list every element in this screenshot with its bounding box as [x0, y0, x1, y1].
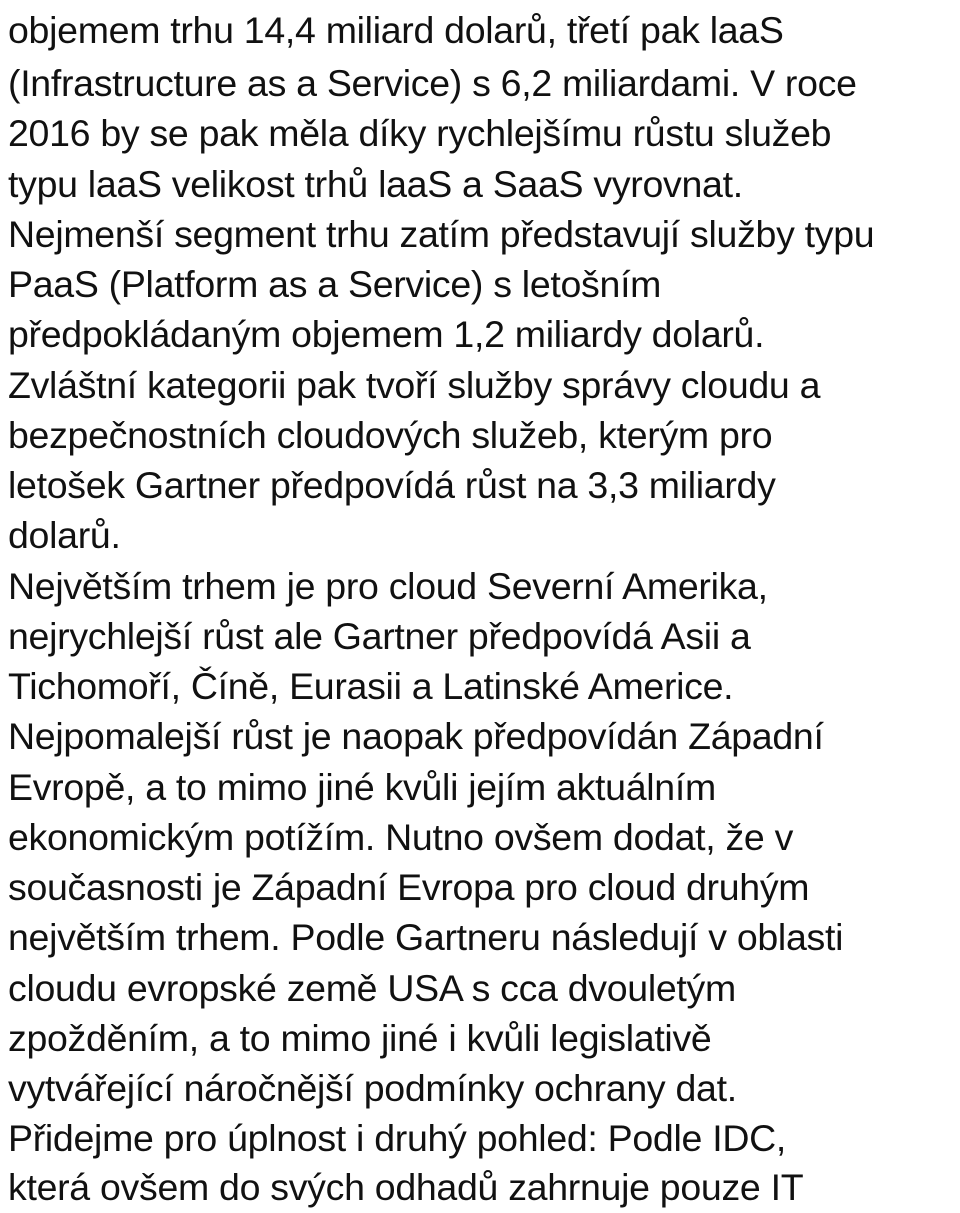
text-line: předpokládaným objemem 1,2 miliardy dolarů.	[8, 313, 765, 355]
text-line: současnosti je Západní Evropa pro cloud druhým	[8, 866, 810, 908]
text-line: Přidejme pro úplnost i druhý pohled: Podle IDC,	[8, 1117, 786, 1159]
text-line: letošek Gartner předpovídá růst na 3,3 miliardy	[8, 464, 776, 506]
text-line: PaaS (Platform as a Service) s letošním	[8, 263, 662, 305]
text-line: cloudu evropské země USA s cca dvouletým	[8, 967, 736, 1009]
text-line: (Infrastructure as a Service) s 6,2 miliardami. V roce	[8, 62, 857, 104]
text-line: ekonomickým potížím. Nutno ovšem dodat, že v	[8, 816, 794, 858]
text-line: bezpečnostních cloudových služeb, kterým pro	[8, 414, 773, 456]
text-line: zpožděním, a to mimo jiné i kvůli legislativě	[8, 1017, 712, 1059]
text-line: která ovšem do svých odhadů zahrnuje pouze IT	[8, 1166, 804, 1208]
text-line: typu laaS velikost trhů laaS a SaaS vyrovnat.	[8, 163, 743, 205]
text-line: Evropě, a to mimo jiné kvůli jejím aktuálním	[8, 766, 716, 808]
text-line: vytvářející náročnější podmínky ochrany dat.	[8, 1067, 737, 1109]
text-line: Nejmenší segment trhu zatím představují služby typu	[8, 213, 875, 255]
text-line: dolarů.	[8, 514, 121, 556]
text-line: největším trhem. Podle Gartneru následují v oblasti	[8, 916, 844, 958]
text-line: nejrychlejší růst ale Gartner předpovídá Asii a	[8, 615, 751, 657]
text-line: Tichomoří, Číně, Eurasii a Latinské Americe.	[8, 665, 734, 707]
text-line: Nejpomalejší růst je naopak předpovídán Západní	[8, 715, 824, 757]
text-line: Zvláštní kategorii pak tvoří služby správy cloudu a	[8, 364, 821, 406]
text-line: 2016 by se pak měla díky rychlejšímu růstu služeb	[8, 112, 832, 154]
text-line: objemem trhu 14,4 miliard dolarů, třetí pak laaS	[8, 9, 784, 51]
text-line: Největším trhem je pro cloud Severní Amerika,	[8, 565, 768, 607]
